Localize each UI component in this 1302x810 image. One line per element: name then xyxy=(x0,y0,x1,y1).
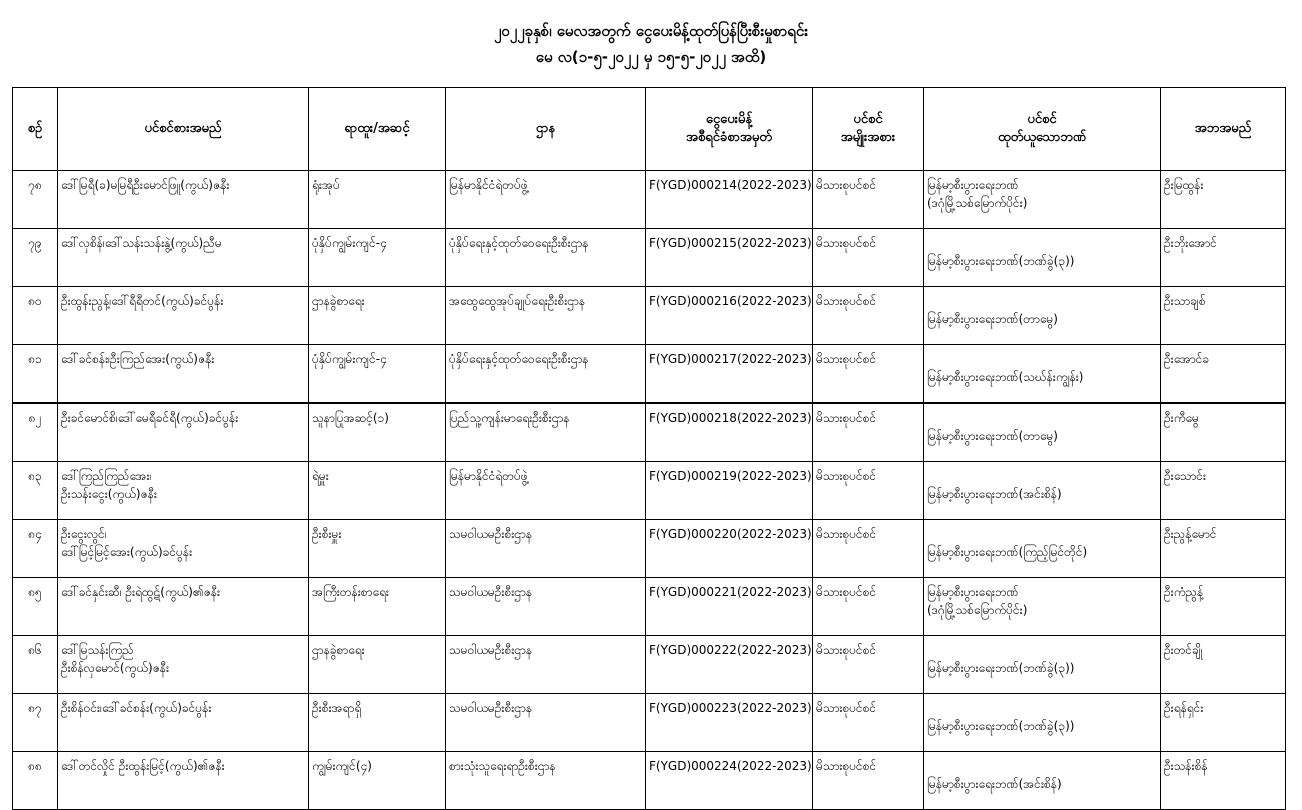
rank-cell: အကြီးတန်းစာရေး xyxy=(309,578,446,636)
dept-cell: ပုံနှိပ်ရေးနှင့်ထုတ်ဝေရေးဦးစီးဌာန xyxy=(446,345,646,404)
dept-cell: သမဝါယမဦးစီးဌာန xyxy=(446,694,646,752)
row-number: ၈၅ xyxy=(13,578,58,636)
header-owner: ပင်စင်စားအမည် xyxy=(58,88,309,171)
dept-cell: သမဝါယမဦးစီးဌာန xyxy=(446,636,646,694)
owner-name-line1: ဒေါ်လှစိန်၊ဒေါ်သန်းသန်းနွဲ့(ကွယ်)ညီမ xyxy=(61,236,222,250)
owner-name-line1: ဦးစိန်ဝင်း၊ဒေါ်ခင်စန်း(ကွယ်)ခင်ပွန်း xyxy=(61,701,212,715)
bank-cell xyxy=(924,229,1161,287)
bank-cell xyxy=(924,578,1161,636)
owner-cell xyxy=(58,462,309,520)
document-title: ၂၀၂၂ခုနှစ်၊ မေလအတွက် ငွေပေးမိန့်ထုတ်ပြန်ပြီးစီးမှုစာရင်း xyxy=(493,22,809,40)
row-number: ၈၆ xyxy=(13,636,58,694)
rank-cell: ဌာနခွဲစာရေး xyxy=(309,636,446,694)
owner-cell xyxy=(58,520,309,578)
owner-name-line1: ဦးငွေးလွင်၊ xyxy=(61,527,107,541)
pension-type-cell: မိသားစုပင်စင် xyxy=(813,287,924,345)
owner-cell xyxy=(58,171,309,229)
row-number: ၇၈ xyxy=(13,171,58,229)
order-number-cell: F(YGD)000216(2022-2023) xyxy=(646,287,813,345)
father-name-cell: ဦးအောင်ခ xyxy=(1161,345,1286,404)
owner-name-line2 xyxy=(61,775,305,793)
table-row xyxy=(13,636,1286,694)
header-agent: အဘအမည် xyxy=(1161,88,1286,171)
bank-cell xyxy=(924,462,1161,520)
owner-name-line2: ဦးသန်းငွေး(ကွယ်)ဇနီး xyxy=(61,487,157,501)
bank-line2: မြန်မာ့စီးပွားရေးဘဏ်(သဃ်န်းကျွန်း) xyxy=(927,370,1084,384)
father-name-cell: ဦးသာချစ် xyxy=(1161,287,1286,345)
owner-name-line2 xyxy=(61,368,305,386)
table-row xyxy=(13,345,1286,404)
header-order-line2: အစီရင်ခံစာအမှတ် xyxy=(686,130,772,145)
bank-line1 xyxy=(927,641,1157,659)
owner-name-line1: ဦးခင်မောင်စိ၊ဒေါ်မေရီခင်ရီ(ကွယ်)ခင်ပွန်း xyxy=(61,411,239,425)
owner-name-line2 xyxy=(61,310,305,328)
bank-cell xyxy=(924,694,1161,752)
pension-type-cell: မိသားစုပင်စင် xyxy=(813,229,924,287)
owner-name-line2 xyxy=(61,252,305,270)
bank-line1 xyxy=(927,350,1157,368)
rank-cell: ကျွမ်းကျင်(၄) xyxy=(309,752,446,810)
bank-cell xyxy=(924,171,1161,229)
bank-line1 xyxy=(927,467,1157,485)
header-office xyxy=(924,88,1161,171)
table-row xyxy=(13,229,1286,287)
pension-type-cell: မိသားစုပင်စင် xyxy=(813,403,924,462)
owner-name-line2 xyxy=(61,717,305,735)
bank-line1: မြန်မာ့စီးပွားရေးဘဏ် xyxy=(927,585,1019,599)
pension-type-cell: မိသားစုပင်စင် xyxy=(813,345,924,404)
header-row xyxy=(13,88,1286,171)
dept-cell: သမဝါယမဦးစီးဌာန xyxy=(446,578,646,636)
bank-line2: မြန်မာ့စီးပွားရေးဘဏ်(အင်းစိန်) xyxy=(927,487,1062,501)
owner-cell xyxy=(58,345,309,404)
owner-name-line1: ဒေါ်ခင်စန်း၊ဦးကြည်အေး(ကွယ်)ဇနီး xyxy=(61,352,215,366)
row-number: ၈၁ xyxy=(13,345,58,404)
owner-name-line1: ဒေါ်မြရီ(ခ)မမြရီဦးမောင်ဖြူ(ကွယ်)ဇနီး xyxy=(61,178,230,192)
owner-name-line1: ဒေါ်ခင်နှင်းဆီ၊ ဦးရဲထွဋ်(ကွယ်)၏ဇနီး xyxy=(61,585,221,599)
table-row xyxy=(13,752,1286,810)
bank-line1: မြန်မာ့စီးပွားရေးဘဏ် xyxy=(927,178,1019,192)
owner-cell xyxy=(58,229,309,287)
bank-cell xyxy=(924,636,1161,694)
father-name-cell: ဦးကံညွန့် xyxy=(1161,578,1286,636)
table-row xyxy=(13,171,1286,229)
owner-name-line1: ဒေါ်တင်လှိုင် ဦးထွန်းမြင့်(ကွယ်)၏ဇနီး xyxy=(61,759,225,773)
owner-cell xyxy=(58,636,309,694)
header-no: စဉ် xyxy=(13,88,58,171)
father-name-cell: ဦးဘိုးအောင် xyxy=(1161,229,1286,287)
pension-type-cell: မိသားစုပင်စင် xyxy=(813,520,924,578)
pension-type-cell: မိသားစုပင်စင် xyxy=(813,636,924,694)
father-name-cell: ဦးတင်ချို xyxy=(1161,636,1286,694)
owner-cell xyxy=(58,578,309,636)
header-order xyxy=(646,88,813,171)
rank-cell: ဦးစီးမှူး xyxy=(309,520,446,578)
dept-cell: ပြည်သူ့ကျန်းမာရေးဦးစီးဌာန xyxy=(446,403,646,462)
row-number: ၈၈ xyxy=(13,752,58,810)
rank-cell: ဌာနခွဲစာရေး xyxy=(309,287,446,345)
father-name-cell: ဦးသန်းစိန် xyxy=(1161,752,1286,810)
header-order-line1: ငွေပေးမိန့် xyxy=(705,112,753,127)
bank-line2: မြန်မာ့စီးပွားရေးဘဏ်(ကြည့်မြင်တိုင်) xyxy=(927,545,1088,559)
father-name-cell: ဦးကီမွေ xyxy=(1161,403,1286,462)
row-number: ၈၂ xyxy=(13,403,58,462)
bank-line2: (ဒဂုံမြို့သစ်မြောက်ပိုင်း) xyxy=(927,603,1028,617)
bank-line2: မြန်မာ့စီးပွားရေးဘဏ်(တာမွေ) xyxy=(927,312,1058,326)
bank-cell xyxy=(924,752,1161,810)
row-number: ၈၄ xyxy=(13,520,58,578)
dept-cell: ပုံနှိပ်ရေးနှင့်ထုတ်ဝေရေးဦးစီးဌာန xyxy=(446,229,646,287)
table-row xyxy=(13,694,1286,752)
rank-cell: ပုံနှိပ်ကျွမ်းကျင်-၄ xyxy=(309,229,446,287)
owner-name-line2 xyxy=(61,427,305,445)
owner-cell xyxy=(58,752,309,810)
table-row xyxy=(13,520,1286,578)
bank-line1 xyxy=(927,234,1157,252)
dept-cell: စားသုံးသူရေးရာဦးစီးဌာန xyxy=(446,752,646,810)
bank-line2: မြန်မာ့စီးပွားရေးဘဏ်(ဘဏ်ခွဲ(၃)) xyxy=(927,661,1075,675)
father-name-cell: ဦးသောင်း xyxy=(1161,462,1286,520)
header-rank: ရာထူး/အဆင့် xyxy=(309,88,446,171)
order-number-cell: F(YGD)000221(2022-2023) xyxy=(646,578,813,636)
row-number: ၈၇ xyxy=(13,694,58,752)
bank-line2: (ဒဂုံမြို့သစ်မြောက်ပိုင်း) xyxy=(927,196,1028,210)
pension-type-cell: မိသားစုပင်စင် xyxy=(813,752,924,810)
owner-name-line2 xyxy=(61,601,305,619)
order-number-cell: F(YGD)000219(2022-2023) xyxy=(646,462,813,520)
pension-type-cell: မိသားစုပင်စင် xyxy=(813,578,924,636)
order-number-cell: F(YGD)000214(2022-2023) xyxy=(646,171,813,229)
dept-cell: သမဝါယမဦးစီးဌာန xyxy=(446,520,646,578)
table-row xyxy=(13,578,1286,636)
bank-line1 xyxy=(927,525,1157,543)
pension-type-cell: မိသားစုပင်စင် xyxy=(813,462,924,520)
father-name-cell: ဦးညွန့်မောင် xyxy=(1161,520,1286,578)
owner-name-line2: ဒေါ်မြင့်မြင့်အေး(ကွယ်)ခင်ပွန်း xyxy=(61,545,193,559)
header-office-line1: ပင်စင် xyxy=(1027,112,1057,127)
row-number: ၈၀ xyxy=(13,287,58,345)
bank-line1 xyxy=(927,292,1157,310)
order-number-cell: F(YGD)000218(2022-2023) xyxy=(646,403,813,462)
header-type-line2: အမျိုးအစား xyxy=(840,130,896,145)
order-number-cell: F(YGD)000215(2022-2023) xyxy=(646,229,813,287)
bank-line1 xyxy=(927,757,1157,775)
row-number: ၇၉ xyxy=(13,229,58,287)
bank-cell xyxy=(924,345,1161,404)
pension-type-cell: မိသားစုပင်စင် xyxy=(813,694,924,752)
bank-line2: မြန်မာ့စီးပွားရေးဘဏ်(ဘဏ်ခွဲ(၃)) xyxy=(927,719,1075,733)
owner-name-line1: ဦးထွန်းညွန့်၊ဒေါ်ရီရီတင်(ကွယ်)ခင်ပွန်း xyxy=(61,294,224,308)
header-type xyxy=(813,88,924,171)
dept-cell: မြန်မာနိုင်ငံရဲတပ်ဖွဲ့ xyxy=(446,171,646,229)
table-row xyxy=(13,403,1286,462)
bank-cell xyxy=(924,403,1161,462)
table-row xyxy=(13,462,1286,520)
order-number-cell: F(YGD)000224(2022-2023) xyxy=(646,752,813,810)
rank-cell: ရုံးအုပ် xyxy=(309,171,446,229)
order-number-cell: F(YGD)000217(2022-2023) xyxy=(646,345,813,404)
bank-line2: မြန်မာ့စီးပွားရေးဘဏ်(အင်းစိန်) xyxy=(927,777,1062,791)
pension-type-cell: မိသားစုပင်စင် xyxy=(813,171,924,229)
order-number-cell: F(YGD)000220(2022-2023) xyxy=(646,520,813,578)
order-number-cell: F(YGD)000222(2022-2023) xyxy=(646,636,813,694)
father-name-cell: ဦးမြထွန်း xyxy=(1161,171,1286,229)
document-subtitle: မေ လ(၁-၅-၂၀၂၂ မှ ၁၅-၅-၂၀၂၂ အထိ) xyxy=(535,48,767,66)
bank-line1 xyxy=(927,699,1157,717)
bank-line2: မြန်မာ့စီးပွားရေးဘဏ်(တာမွေ) xyxy=(927,429,1058,443)
owner-name-line2 xyxy=(61,194,305,212)
header-type-line1: ပင်စင် xyxy=(853,112,883,127)
row-number: ၈၃ xyxy=(13,462,58,520)
owner-cell xyxy=(58,403,309,462)
owner-cell xyxy=(58,694,309,752)
bank-cell xyxy=(924,520,1161,578)
pension-table xyxy=(12,87,1286,810)
owner-name-line2: ဦးစိန်လှမောင်(ကွယ်)ဇနီး xyxy=(61,661,170,675)
header-office-line2: ထုတ်ယူသောဘဏ် xyxy=(998,130,1086,145)
table-row xyxy=(13,287,1286,345)
owner-name-line1: ဒေါ်ကြည်ကြည်အေး၊ xyxy=(61,469,152,483)
rank-cell: ပုံနှိပ်ကျွမ်းကျင်-၄ xyxy=(309,345,446,404)
rank-cell: ရဲမှူး xyxy=(309,462,446,520)
owner-cell xyxy=(58,287,309,345)
dept-cell: မြန်မာနိုင်ငံရဲတပ်ဖွဲ့ xyxy=(446,462,646,520)
father-name-cell: ဦးရန်ရှင်း xyxy=(1161,694,1286,752)
rank-cell: ဦးစီးအရာရှိ xyxy=(309,694,446,752)
owner-name-line1: ဒေါ်မြသန်းကြည် xyxy=(61,643,134,657)
dept-cell: အထွေထွေအုပ်ချုပ်ရေးဦးစီးဌာန xyxy=(446,287,646,345)
header-dept: ဌာန xyxy=(446,88,646,171)
order-number-cell: F(YGD)000223(2022-2023) xyxy=(646,694,813,752)
bank-cell xyxy=(924,287,1161,345)
rank-cell: သူနာပြုအဆင့်(၁) xyxy=(309,403,446,462)
bank-line1 xyxy=(927,409,1157,427)
bank-line2: မြန်မာ့စီးပွားရေးဘဏ်(ဘဏ်ခွဲ(၃)) xyxy=(927,254,1075,268)
